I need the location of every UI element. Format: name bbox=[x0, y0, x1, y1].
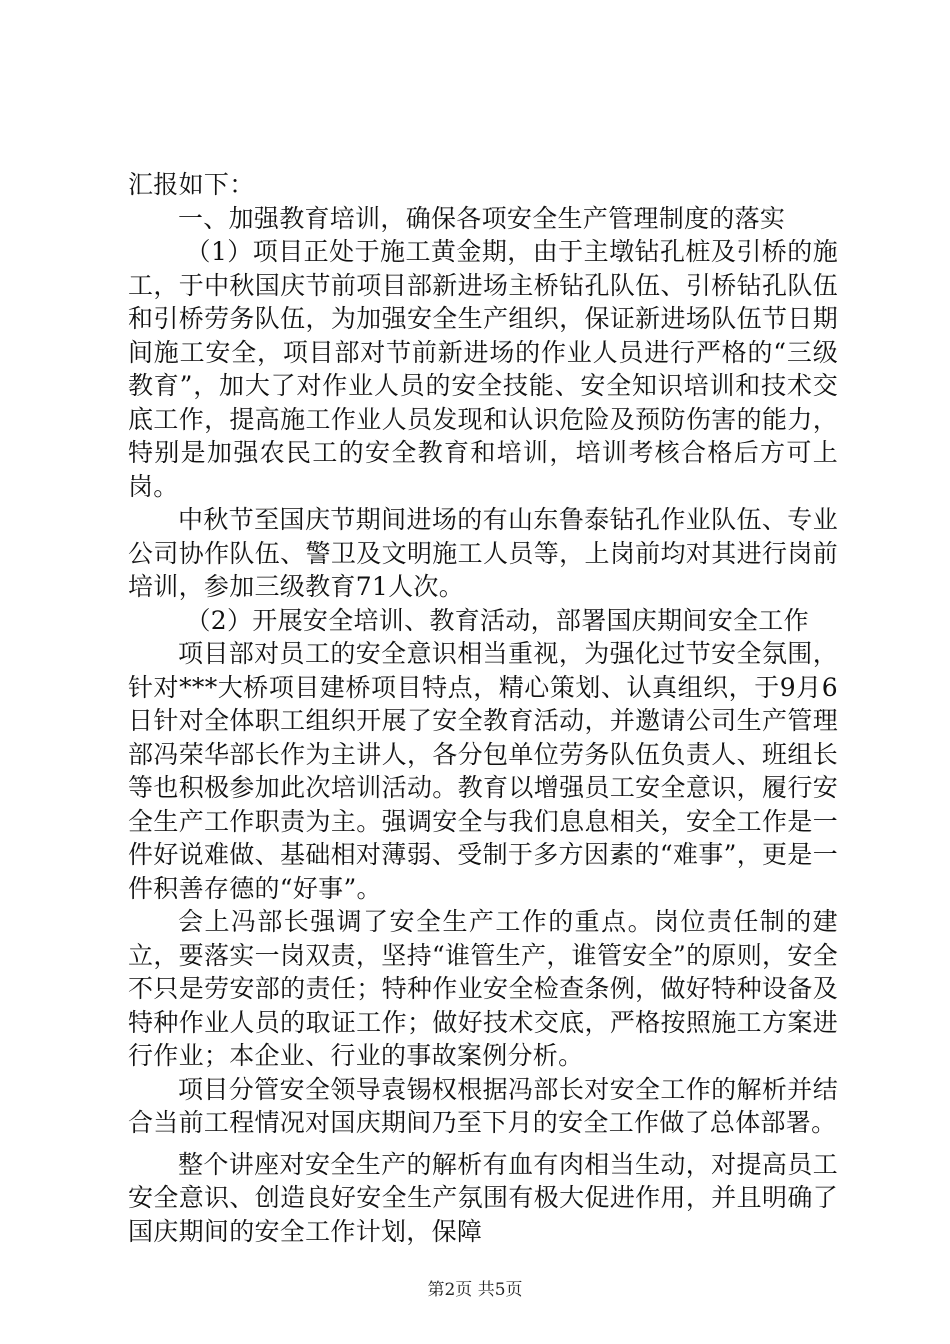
section-heading-1: 一、加强教育培训，确保各项安全生产管理制度的落实 bbox=[178, 203, 786, 233]
document-body bbox=[128, 168, 838, 1248]
paragraph-mid-autumn-teams: 中秋节至国庆节期间进场的有山东鲁泰钻孔作业队伍、专业公司协作队伍、警卫及文明施工人员等，上岗前均对其进行岗前培训，参加三级教育71人次。 bbox=[128, 505, 838, 601]
page-number-footer: 第2页 共5页 bbox=[427, 1280, 523, 1300]
paragraph-deployment: 项目分管安全领导袁锡权根据冯部长对安全工作的解析并结合当前工程情况对国庆期间乃至下月的安全工作做了总体部署。 bbox=[128, 1074, 838, 1137]
paragraph-safety-activity: 项目部对员工的安全意识相当重视，为强化过节安全氛围，针对***大桥项目建桥项目特点，精心策划、认真组织，于9月6日针对全体职工组织开展了安全教育活动，并邀请公司生产管理部冯荣华部长作为主讲人，各分包单位劳务队伍负责人、班组长等也积极参加此次培训活动。教育以增强员工安全意识，履行安全生产工作职责为主。强调安全与我们息息相关，安全工作是一件好说难做、基础相对薄弱、受制于多方因素的“难事”，更是一件积善存德的“好事”。 bbox=[128, 639, 838, 903]
subsection-1-paragraph: （1）项目正处于施工黄金期，由于主墩钻孔桩及引桥的施工，于中秋国庆节前项目部新进场主桥钻孔队伍、引桥钻孔队伍和引桥劳务队伍，为加强安全生产组织，保证新进场队伍节日期间施工安全，项目部对节前新进场的作业人员进行严格的“三级教育”，加大了对作业人员的安全技能、安全知识培训和技术交底工作，提高施工作业人员发现和认识危险及预防伤害的能力，特别是加强农民工的安全教育和培训，培训考核合格后方可上岗。 bbox=[128, 237, 838, 501]
paragraph-lecture-summary: 整个讲座对安全生产的解析有血有肉相当生动，对提高员工安全意识、创造良好安全生产氛围有极大促进作用，并且明确了国庆期间的安全工作计划，保障 bbox=[128, 1149, 838, 1246]
paragraph-minister-remarks: 会上冯部长强调了安全生产工作的重点。岗位责任制的建立，要落实一岗双责，坚持“谁管生产，谁管安全”的原则，安全不只是劳安部的责任；特种作业安全检查条例，做好特种设备及特种作业人员的取证工作；做好技术交底，严格按照施工方案进行作业；本企业、行业的事故案例分析。 bbox=[128, 907, 838, 1070]
paragraph-report-intro: 汇报如下： bbox=[128, 170, 255, 199]
subsection-2-heading: （2）开展安全培训、教育活动，部署国庆期间安全工作 bbox=[185, 605, 809, 635]
